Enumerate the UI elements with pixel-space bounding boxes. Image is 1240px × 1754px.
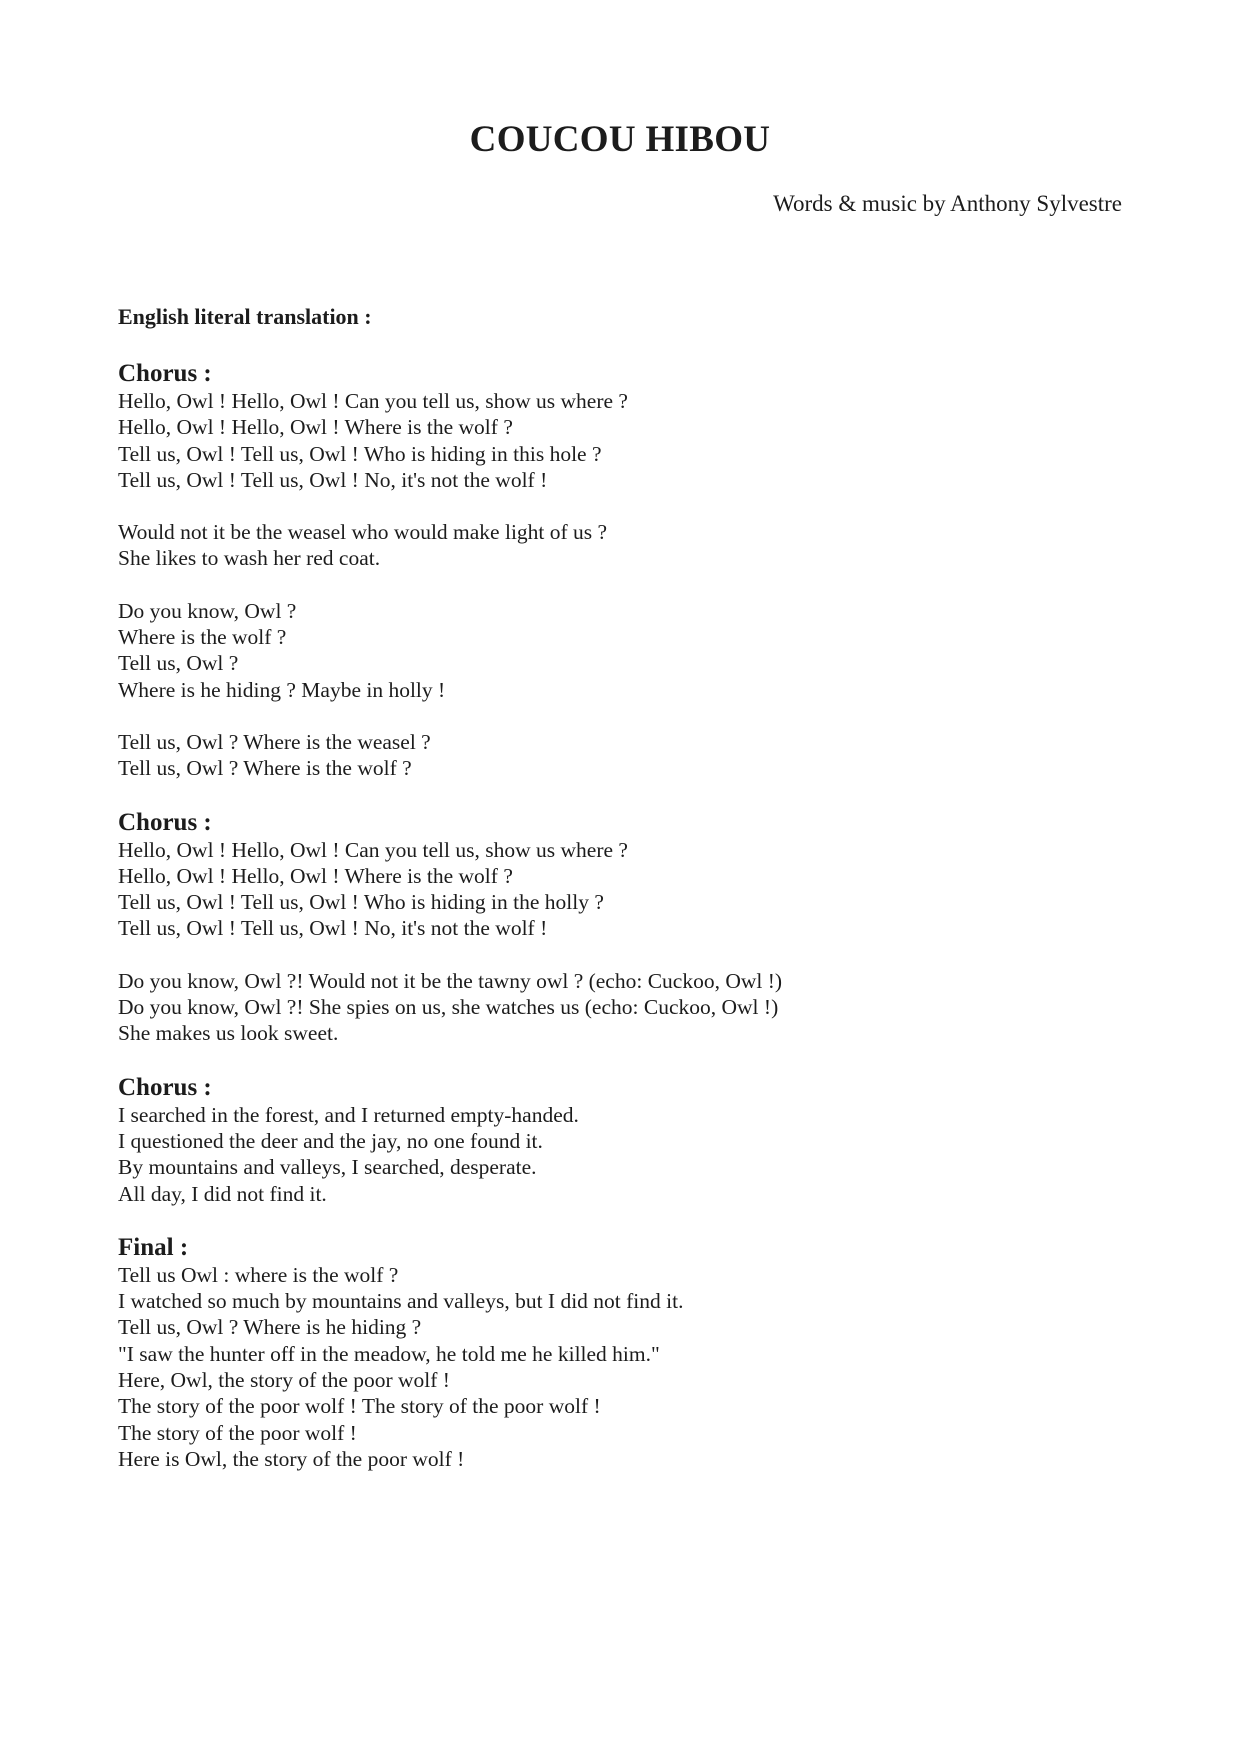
- lyric-line: The story of the poor wolf !: [118, 1420, 357, 1445]
- stanza: [118, 598, 1118, 703]
- lyric-line: Do you know, Owl ?! She spies on us, she watches us (echo: Cuckoo, Owl !): [118, 995, 779, 1020]
- lyric-line: Tell us, Owl ! Tell us, Owl ! No, it's not the wolf !: [118, 916, 548, 941]
- stanza: [118, 808, 1118, 942]
- stanza: [118, 519, 1118, 572]
- lyric-line: Would not it be the weasel who would make light of us ?: [118, 520, 608, 545]
- stanza: [118, 359, 1118, 493]
- lyric-line: Tell us, Owl ?: [118, 651, 239, 676]
- credit-line: Words & music by Anthony Sylvestre: [773, 191, 1122, 216]
- section-heading: Chorus :: [118, 808, 212, 836]
- lyric-line: Here is Owl, the story of the poor wolf !: [118, 1446, 465, 1471]
- lyric-line: Here, Owl, the story of the poor wolf !: [118, 1368, 450, 1393]
- lyric-line: Hello, Owl ! Hello, Owl ! Where is the wolf ?: [118, 415, 513, 440]
- stanza: [118, 1073, 1118, 1207]
- translation-subtitle: English literal translation :: [118, 304, 372, 329]
- lyric-line: Where is the wolf ?: [118, 625, 287, 650]
- lyric-line: Hello, Owl ! Hello, Owl ! Can you tell us, show us where ?: [118, 837, 628, 862]
- lyric-line: Tell us, Owl ? Where is he hiding ?: [118, 1315, 422, 1340]
- lyric-line: I searched in the forest, and I returned empty-handed.: [118, 1102, 579, 1127]
- lyric-line: Do you know, Owl ?! Would not it be the tawny owl ? (echo: Cuckoo, Owl !): [118, 968, 783, 993]
- stanza: [118, 968, 1118, 1047]
- lyric-line: I watched so much by mountains and valleys, but I did not find it.: [118, 1289, 684, 1314]
- section-heading: Final :: [118, 1233, 189, 1261]
- lyric-line: She makes us look sweet.: [118, 1021, 339, 1046]
- section-heading: Chorus :: [118, 360, 212, 387]
- lyric-line: By mountains and valleys, I searched, desperate.: [118, 1155, 537, 1180]
- lyric-line: The story of the poor wolf ! The story of the poor wolf !: [118, 1394, 601, 1419]
- lyrics-sections: [118, 359, 1118, 1472]
- lyric-line: All day, I did not find it.: [118, 1181, 327, 1206]
- lyric-line: I questioned the deer and the jay, no one found it.: [118, 1128, 543, 1153]
- stanza: [118, 1233, 1118, 1472]
- lyric-line: Tell us, Owl ! Tell us, Owl ! Who is hiding in the holly ?: [118, 890, 604, 915]
- lyric-line: Tell us, Owl ? Where is the weasel ?: [118, 729, 431, 754]
- lyrics-body: [118, 302, 1118, 1498]
- lyric-line: Hello, Owl ! Hello, Owl ! Can you tell us, show us where ?: [118, 389, 628, 413]
- page-title: COUCOU HIBOU: [469, 119, 771, 160]
- lyric-line: Tell us Owl : where is the wolf ?: [118, 1262, 399, 1287]
- lyric-line: Hello, Owl ! Hello, Owl ! Where is the wolf ?: [118, 863, 513, 888]
- lyric-line: Do you know, Owl ?: [118, 598, 297, 623]
- lyric-line: Tell us, Owl ? Where is the wolf ?: [118, 756, 412, 781]
- lyric-line: She likes to wash her red coat.: [118, 546, 381, 571]
- section-heading: Chorus :: [118, 1073, 212, 1101]
- stanza: [118, 729, 1118, 782]
- lyric-line: "I saw the hunter off in the meadow, he told me he killed him.": [118, 1341, 660, 1366]
- lyric-line: Tell us, Owl ! Tell us, Owl ! No, it's not the wolf !: [118, 467, 548, 492]
- lyric-line: Tell us, Owl ! Tell us, Owl ! Who is hiding in this hole ?: [118, 441, 602, 466]
- lyric-line: Where is he hiding ? Maybe in holly !: [118, 677, 446, 702]
